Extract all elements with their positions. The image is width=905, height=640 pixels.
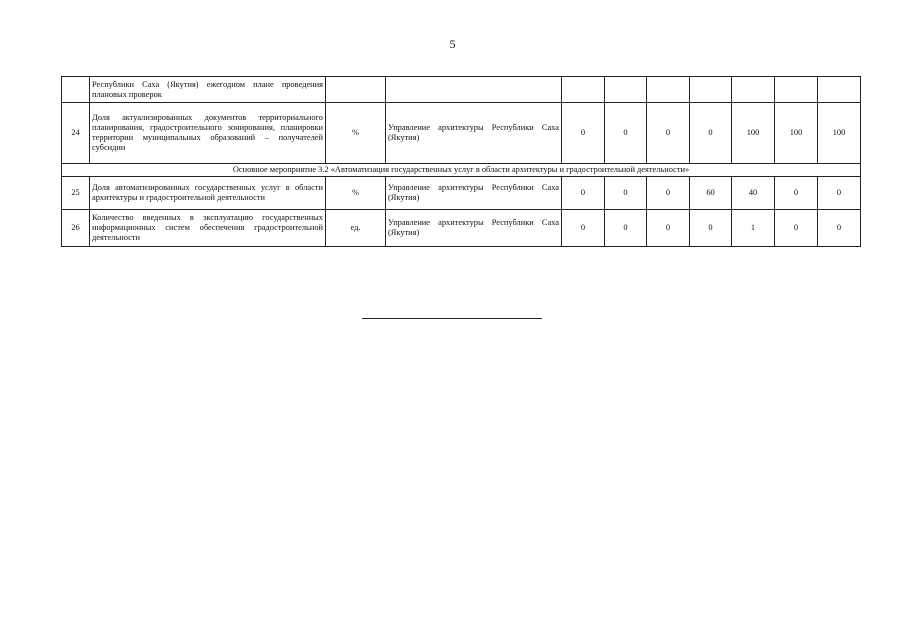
table-row	[62, 210, 861, 247]
cell-num: 25	[62, 177, 90, 210]
cell-value: 100	[732, 103, 775, 164]
cell-value: 0	[775, 177, 818, 210]
section-row	[62, 164, 861, 177]
cell-executor: Управление архитектуры Республики Саха (Якутия)	[386, 103, 562, 164]
cell-value	[605, 77, 647, 103]
cell-executor: Управление архитектуры Республики Саха (Якутия)	[386, 177, 562, 210]
table-row-continuation	[62, 77, 861, 103]
cell-value: 0	[562, 177, 605, 210]
cell-num: 26	[62, 210, 90, 247]
cell-value	[690, 77, 732, 103]
closing-rule	[362, 318, 542, 319]
cell-num	[62, 77, 90, 103]
cell-value	[732, 77, 775, 103]
cell-value: 0	[647, 177, 690, 210]
cell-value: 0	[647, 103, 690, 164]
cell-value: 0	[690, 103, 732, 164]
cell-indicator-name: Республики Саха (Якутия) ежегодном плане проведения плановых проверок	[90, 77, 326, 103]
cell-value: 40	[732, 177, 775, 210]
cell-value: 0	[605, 103, 647, 164]
cell-indicator-name: Количество введенных в эксплуатацию государственных информационных систем обеспечения градостроительной деятельности	[90, 210, 326, 247]
cell-value: 60	[690, 177, 732, 210]
table-row	[62, 177, 861, 210]
table-body	[62, 77, 861, 247]
cell-executor: Управление архитектуры Республики Саха (Якутия)	[386, 210, 562, 247]
cell-value: 0	[605, 177, 647, 210]
cell-value: 0	[562, 210, 605, 247]
cell-executor	[386, 77, 562, 103]
section-title: Основное мероприятие 3.2 «Автоматизация государственных услуг в области архитектуры и градостроительной деятельности»	[62, 164, 861, 177]
cell-value: 0	[605, 210, 647, 247]
table-row	[62, 103, 861, 164]
cell-indicator-name: Доля автоматизированных государственных услуг в области архитектуры и градостроительной деятельности	[90, 177, 326, 210]
indicators-table	[61, 76, 861, 247]
cell-value: 100	[775, 103, 818, 164]
cell-value: 0	[562, 103, 605, 164]
cell-indicator-name: Доля актуализированных документов территориального планирования, градостроительного зонирования, планировки территории муниципальных образований – получателей субсидии	[90, 103, 326, 164]
cell-value: 0	[690, 210, 732, 247]
cell-value: 0	[775, 210, 818, 247]
cell-unit: ед.	[326, 210, 386, 247]
cell-unit	[326, 77, 386, 103]
cell-value: 1	[732, 210, 775, 247]
cell-value	[647, 77, 690, 103]
cell-num: 24	[62, 103, 90, 164]
cell-value	[562, 77, 605, 103]
cell-value: 0	[818, 210, 861, 247]
cell-value: 0	[647, 210, 690, 247]
cell-value: 100	[818, 103, 861, 164]
cell-value: 0	[818, 177, 861, 210]
page-number: 5	[449, 37, 456, 51]
cell-value	[775, 77, 818, 103]
cell-value	[818, 77, 861, 103]
cell-unit: %	[326, 177, 386, 210]
cell-unit: %	[326, 103, 386, 164]
